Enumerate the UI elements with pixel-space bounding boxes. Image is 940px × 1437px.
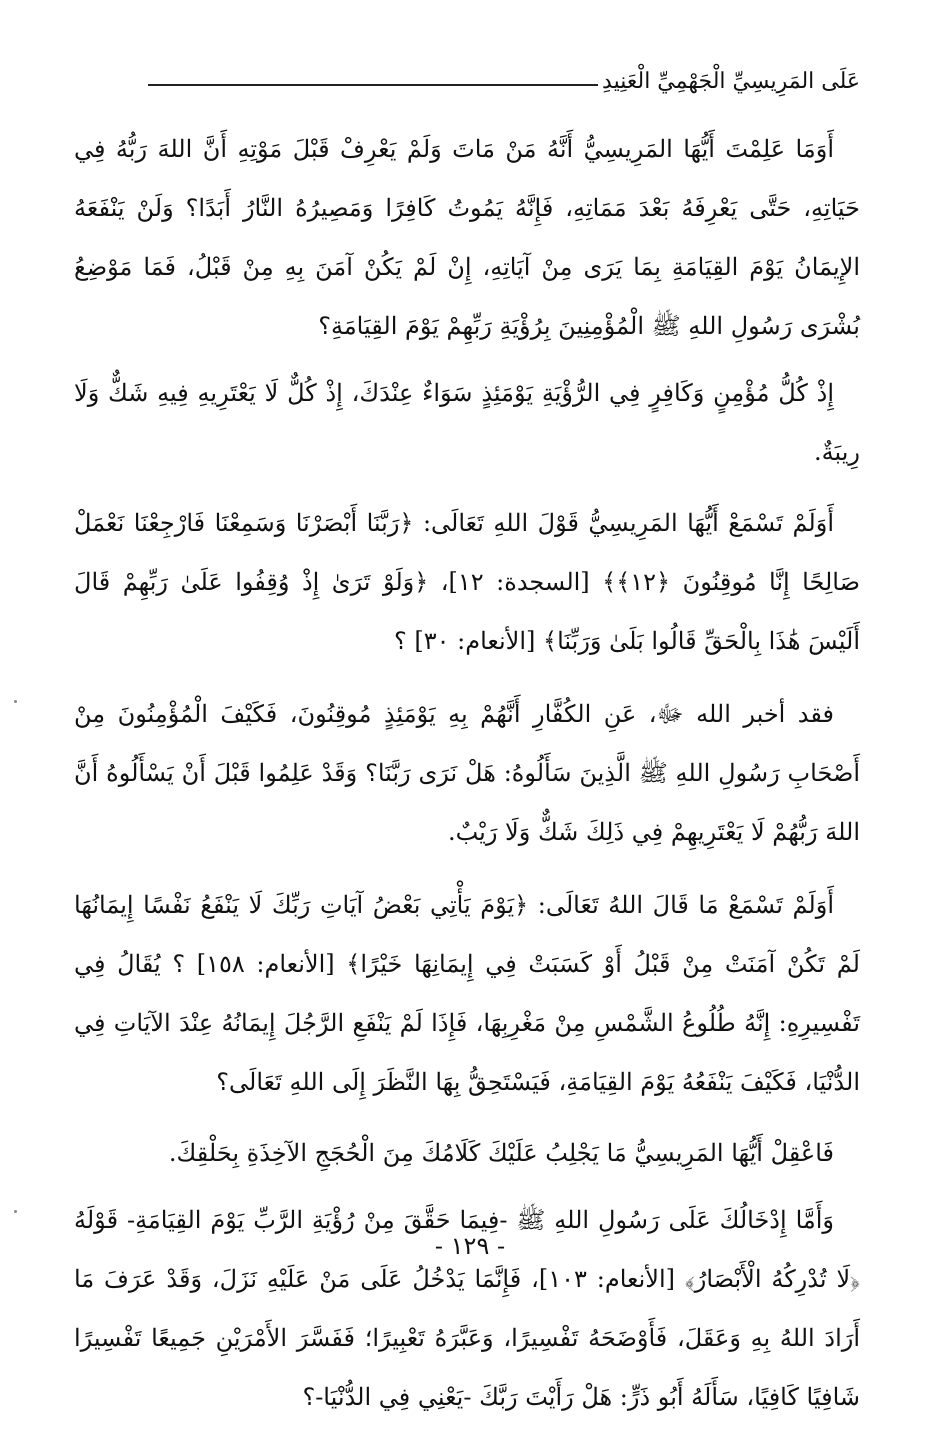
margin-speck [14,1210,17,1213]
header-rule [148,84,598,86]
paragraph-3: أَوَلَمْ تَسْمَعْ أَيُّهَا المَرِيسِيُّ قَوْلَ اللهِ تَعَالَى: ﴿رَبَّنَا أَبْصَرْنَا وَسَمِعْنَا فَارْجِعْنَا نَعْمَلْ صَالِحًا إِنَّا مُوقِنُونَ ﴿١٢﴾﴾ [السجدة: ١٢]، ﴿وَلَوْ تَرَىٰ إِذْ وُقِفُوا عَلَىٰ رَبِّهِمْ قَالَ أَلَيْسَ هَٰذَا بِالْحَقِّ قَالُوا بَلَىٰ وَرَبِّنَا﴾ [الأنعام: ٣٠] ؟ [74,509,860,655]
paragraph-5: أَوَلَمْ تَسْمَعْ مَا قَالَ اللهُ تَعَالَى: ﴿يَوْمَ يَأْتِي بَعْضُ آيَاتِ رَبِّكَ لَا يَنْفَعُ نَفْسًا إِيمَانُهَا لَمْ تَكُنْ آمَنَتْ مِنْ قَبْلُ أَوْ كَسَبَتْ فِي إِيمَانِهَا خَيْرًا﴾ [الأنعام: ١٥٨] ؟ يُقَالُ فِي تَفْسِيرِهِ: إِنَّهُ طُلُوعُ الشَّمْسِ مِنْ مَغْرِبِهَا، فَإِذَا لَمْ يَنْفَعِ الرَّجُلَ إِيمَانُهُ عِنْدَ الآيَاتِ فِي الدُّنْيَا، فَكَيْفَ يَنْفَعُهُ يَوْمَ القِيَامَةِ، فَيَسْتَحِقُّ بِهَا النَّظَرَ إِلَى اللهِ تَعَالَى؟ [74,891,860,1096]
margin-speck [14,700,17,703]
page-number: - ١٢٩ - [434,1232,506,1260]
paragraph-4: فقد أخبر الله ﷻ، عَنِ الكُفَّارِ أَنَّهُمْ بِهِ يَوْمَئِذٍ مُوقِنُونَ، فَكَيْفَ الْمُؤْمِنُونَ مِنْ أَصْحَابِ رَسُولِ اللهِ ﷺ الَّذِينَ سَأَلُوهُ: هَلْ نَرَى رَبَّنَا؟ وَقَدْ عَلِمُوا قَبْلَ أَنْ يَسْأَلُوهُ أَنَّ اللهَ رَبُّهُمْ لَا يَعْتَرِيهِمْ فِي ذَلِكَ شَكٌّ وَلَا رَيْبٌ. [74,700,860,846]
paragraph-1: أَوَمَا عَلِمْتَ أَيُّهَا المَرِيسِيُّ أَنَّهُ مَنْ مَاتَ وَلَمْ يَعْرِفْ قَبْلَ مَوْتِهِ أَنَّ اللهَ رَبُّهُ فِي حَيَاتِهِ، حَتَّى يَعْرِفَهُ بَعْدَ مَمَاتِهِ، فَإِنَّهُ يَمُوتُ كَافِرًا وَمَصِيرُهُ النَّارُ أَبَدًا؟ وَلَنْ يَنْفَعَهُ الإِيمَانُ يَوْمَ القِيَامَةِ بِمَا يَرَى مِنْ آيَاتِهِ، إِنْ لَمْ يَكُنْ آمَنَ بِهِ مِنْ قَبْلُ، فَمَا مَوْضِعُ بُشْرَى رَسُولِ اللهِ ﷺ الْمُؤْمِنِينَ بِرُؤْيَةِ رَبِّهِمْ يَوْمَ القِيَامَةِ؟ [74,135,860,340]
paragraph-7: وَأَمَّا إِدْخَالُكَ عَلَى رَسُولِ اللهِ ﷺ -فِيمَا حَقَّقَ مِنْ رُؤْيَةِ الرَّبِّ يَوْمَ القِيَامَةِ- قَوْلَهُ ﴿لَا تُدْرِكُهُ الْأَبْصَارُ﴾ [الأنعام: ١٠٣]، فَإِنَّمَا يَدْخُلُ عَلَى مَنْ عَلَيْهِ نَزَلَ، وَقَدْ عَرَفَ مَا أَرَادَ اللهُ بِهِ وَعَقَلَ، فَأَوْضَحَهُ تَفْسِيرًا، وَعَبَّرَهُ تَعْبِيرًا؛ فَفَسَّرَ الأَمْرَيْنِ جَمِيعًا تَفْسِيرًا شَافِيًا كَافِيًا، سَأَلَهُ أَبُو ذَرٍّ: هَلْ رَأَيْتَ رَبَّكَ -يَعْنِي فِي الدُّنْيَا-؟ [74,1206,860,1411]
running-header-title: عَلَى المَرِيسِيِّ الْجَهْمِيِّ الْعَنِيدِ [602,69,860,94]
running-header [148,62,860,102]
paragraph-6: فَاعْقِلْ أَيُّهَا المَرِيسِيُّ مَا يَجْلِبُ عَلَيْكَ كَلَامُكَ مِنَ الْحُجَجِ الآخِذَةِ بِحَلْقِكَ. [168,1139,834,1167]
paragraph-2: إِذْ كُلُّ مُؤْمِنٍ وَكَافِرٍ فِي الرُّؤْيَةِ يَوْمَئِذٍ سَوَاءٌ عِنْدَكَ، إِذْ كُلٌّ لَا يَعْتَرِيهِ فِيهِ شَكٌّ وَلَا رِيبَةٌ. [74,379,860,466]
